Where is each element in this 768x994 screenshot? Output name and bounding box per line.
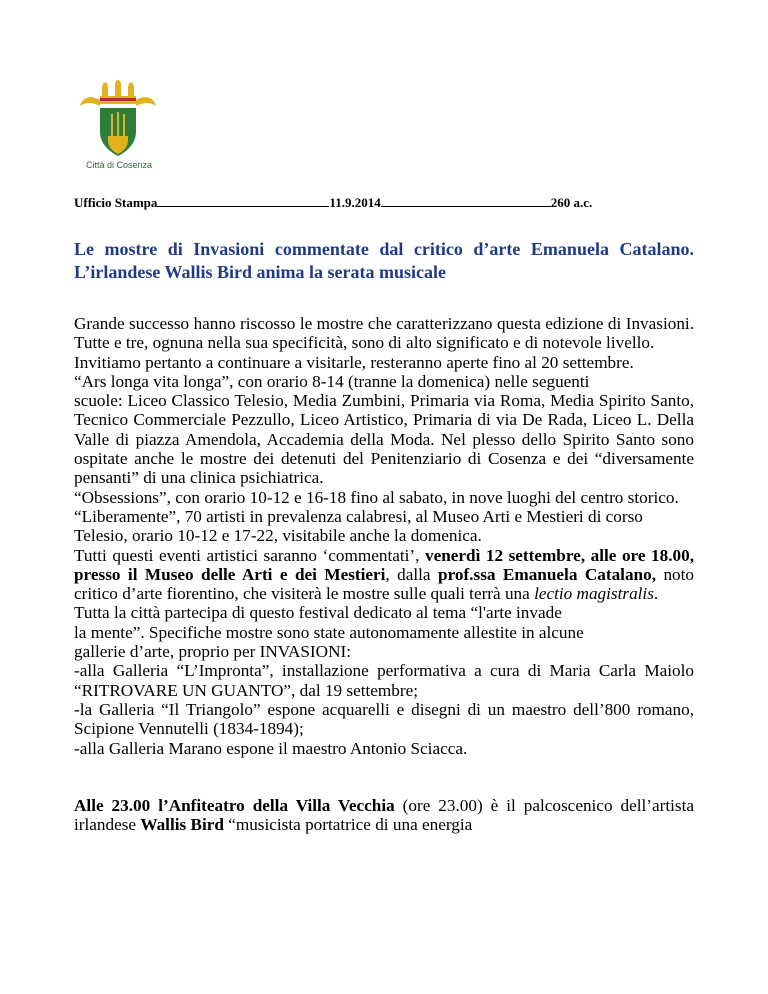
paragraph: -alla Galleria “L’Impronta”, installazione performativa a cura di Maria Carla Maiolo “RITROVARE UN GUANTO”, dal 19 settembre; <box>74 661 694 700</box>
paragraph: -la Galleria “Il Triangolo” espone acquarelli e disegni di un maestro dell’800 romano, Scipione Vennutelli (1834-1894); <box>74 699 694 739</box>
paragraph: Invitiamo pertanto a continuare a visitarle, resteranno aperte fino al 20 settembre. <box>74 352 634 372</box>
text-run: “musicista portatrice di una energia <box>223 815 473 835</box>
office-label: Ufficio Stampa <box>74 195 158 210</box>
paragraph: la mente”. Specifiche mostre sono state autonomamente allestite in alcune <box>74 622 584 642</box>
reference-number: 260 a.c. <box>550 195 593 210</box>
paragraph: “Liberamente”, 70 artisti in prevalenza calabresi, al Museo Arti e Mestieri di corso Telesio, orario 10-12 e 17-22, visitabile anche la domenica. <box>74 506 643 546</box>
text-run: , dalla <box>385 564 439 584</box>
header-rule <box>381 194 551 207</box>
lectio-italic: lectio magistralis <box>534 584 654 604</box>
paragraph: “Obsessions”, con orario 10-12 e 16-18 fino al sabato, in nove luoghi del centro storico. <box>74 487 679 507</box>
artist-name-bold: Wallis Bird <box>140 815 224 835</box>
coat-of-arms-icon <box>78 80 158 162</box>
paragraph: Tutta la città partecipa di questo festival dedicato al tema “l'arte invade <box>74 603 562 623</box>
critic-name-bold: prof.ssa Emanuela Catalano, <box>438 564 656 584</box>
text-run: (ore 23.00) è il palcoscenico dell’artista irlandese <box>74 795 694 835</box>
paragraph: gallerie d’arte, proprio per INVASIONI: <box>74 642 351 662</box>
header-rule <box>157 194 329 207</box>
paragraph: “Ars longa vita longa”, con orario 8-14 (tranne la domenica) nelle seguenti <box>74 371 590 391</box>
text-run: Tutti questi eventi artistici saranno ‘commentati’, <box>74 545 425 565</box>
date-label: 11.9.2014 <box>329 195 381 210</box>
paragraph: scuole: Liceo Classico Telesio, Media Zumbini, Primaria via Roma, Media Spirito Santo, Tecnico Commerciale Pezzullo, Liceo Artistico, Primaria di via De Rada, Liceo L. Della Valle di piazza Amendola, Accademia della Moda. Nel plesso dello Spirito Santo sono ospitate anche le mostre dei detenuti del Penitenziario di Cosenza e dei “diversamente pensanti” di una clinica psichiatrica. <box>74 391 694 488</box>
paragraph: Grande successo hanno riscosso le mostre che caratterizzano questa edizione di Invasioni. Tutte e tre, ognuna nella sua specificità, sono di alto significato e di notevole livello. <box>74 314 694 353</box>
article-title: Le mostre di Invasioni commentate dal critico d’arte Emanuela Catalano. L’irlandese Wallis Bird anima la serata musicale <box>74 239 694 282</box>
venue-bold: Alle 23.00 l’Anfiteatro della Villa Vecchia <box>74 795 395 815</box>
article-body <box>74 314 694 834</box>
press-office-header <box>74 194 694 211</box>
event-date-bold: venerdì 12 settembre, alle ore 18.00, presso il Museo delle Arti e dei Mestieri <box>74 545 695 584</box>
logo-caption: Città di Cosenza <box>85 160 153 170</box>
paragraph <box>74 546 694 604</box>
text-run: noto critico d’arte fiorentino, che visiterà le mostre sulle quali terrà una <box>74 564 694 604</box>
paragraph <box>74 796 694 835</box>
text-run: . <box>653 584 659 604</box>
paragraph: -alla Galleria Marano espone il maestro Antonio Sciacca. <box>74 738 468 758</box>
